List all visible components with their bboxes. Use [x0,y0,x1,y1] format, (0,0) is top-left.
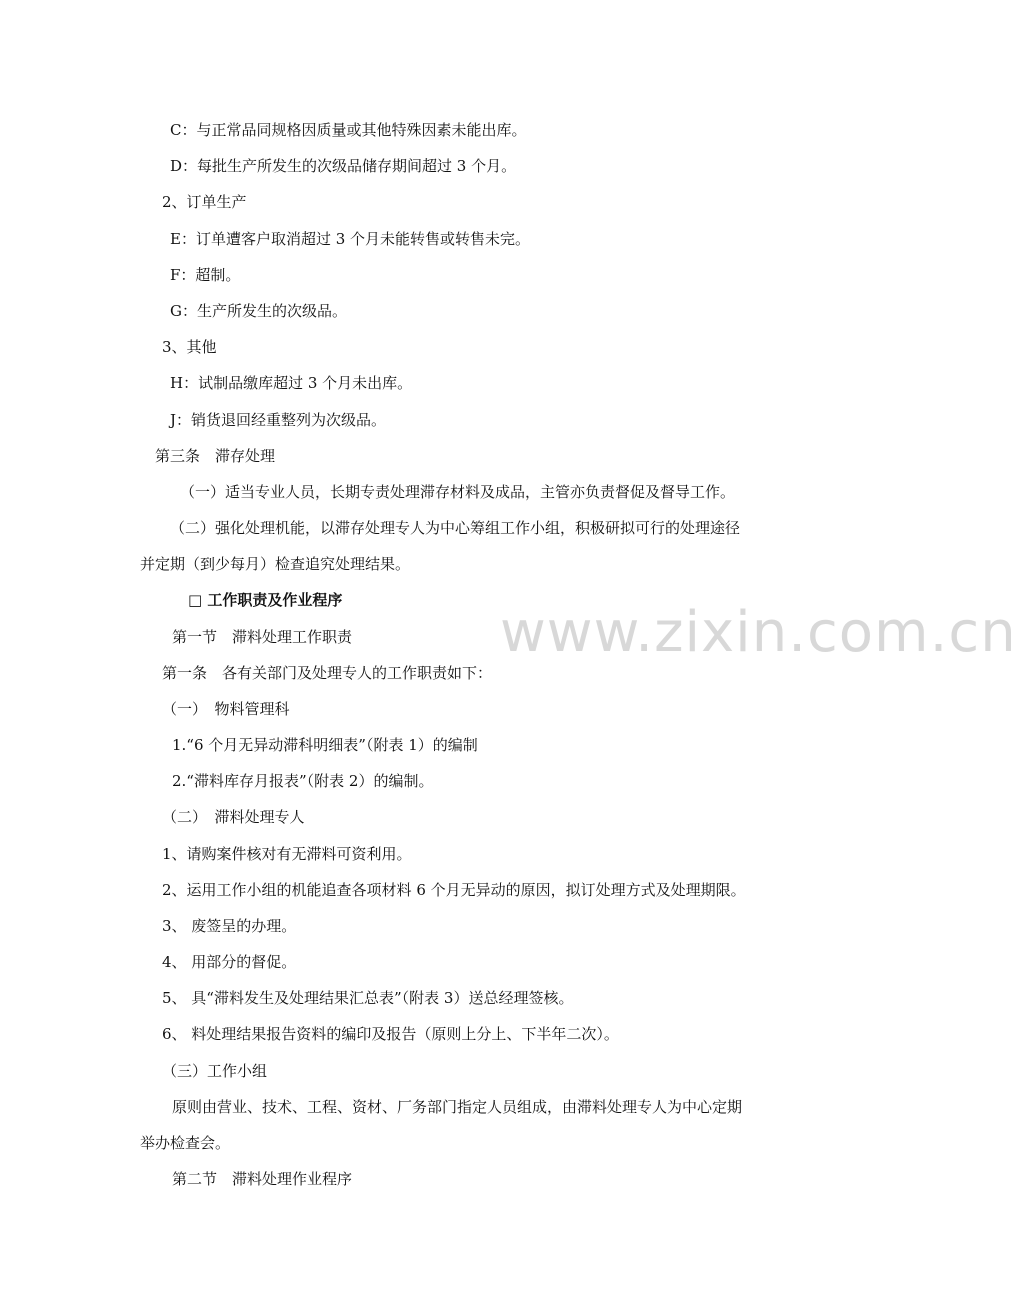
watermark: www.zixin.com.cn [500,600,1017,665]
sub-a2-item-2: 2、运用工作小组的机能追查各项材料 6 个月无异动的原因，拟订处理方式及处理期限。 [162,881,746,899]
paragraph-2-line-2: 并定期（到少每月）检查追究处理结果。 [140,555,411,573]
subsection-3: 3、其他 [162,338,217,356]
section-heading: □ 工作职责及作业程序 [188,591,343,609]
section-1-title: 第一节 滞料处理工作职责 [172,628,353,646]
item-f: F：超制。 [170,266,241,284]
sub-a1-title: （一） 物料管理科 [162,700,290,718]
sub-a1-item-2: 2.“滞料库存月报表”（附表 2）的编制。 [172,772,434,790]
sub-a2-item-5: 5、 具“滞料发生及处理结果汇总表”（附表 3）送总经理签核。 [162,989,574,1007]
paragraph-3-line-2: 举办检查会。 [140,1134,231,1152]
subsection-2: 2、订单生产 [162,193,247,211]
article-3-title: 第三条 滞存处理 [155,447,276,465]
paragraph-3-line-1: 原则由营业、技术、工程、资材、厂务部门指定人员组成，由滞料处理专人为中心定期 [172,1098,743,1116]
item-e: E：订单遭客户取消超过 3 个月未能转售或转售未完。 [170,230,531,248]
item-g: G：生产所发生的次级品。 [170,302,347,320]
paragraph-2-line-1: （二）强化处理机能，以滞存处理专人为中心筹组工作小组，积极研拟可行的处理途径 [170,519,741,537]
sub-a2-item-4: 4、 用部分的督促。 [162,953,297,971]
item-d: D：每批生产所发生的次级品储存期间超过 3 个月。 [170,157,517,175]
item-c: C：与正常品同规格因质量或其他特殊因素未能出库。 [170,121,527,139]
sub-a1-item-1: 1.“6 个月无异动滞科明细表”（附表 1）的编制 [172,736,478,754]
section-2-title: 第二节 滞料处理作业程序 [172,1170,353,1188]
article-1-title: 第一条 各有关部门及处理专人的工作职责如下： [162,664,493,682]
item-j: J：销货退回经重整列为次级品。 [170,411,387,429]
paragraph-1: （一）适当专业人员，长期专责处理滞存材料及成品，主管亦负责督促及督导工作。 [180,483,736,501]
sub-a2-item-3: 3、 废签呈的办理。 [162,917,297,935]
sub-a2-title: （二） 滞料处理专人 [162,808,305,826]
sub-a2-item-1: 1、请购案件核对有无滞料可资利用。 [162,845,412,863]
item-h: H：试制品缴库超过 3 个月未出库。 [170,374,413,392]
sub-a2-item-6: 6、 料处理结果报告资料的编印及报告（原则上分上、下半年二次）。 [162,1025,619,1043]
sub-a3-title: （三）工作小组 [162,1062,268,1080]
